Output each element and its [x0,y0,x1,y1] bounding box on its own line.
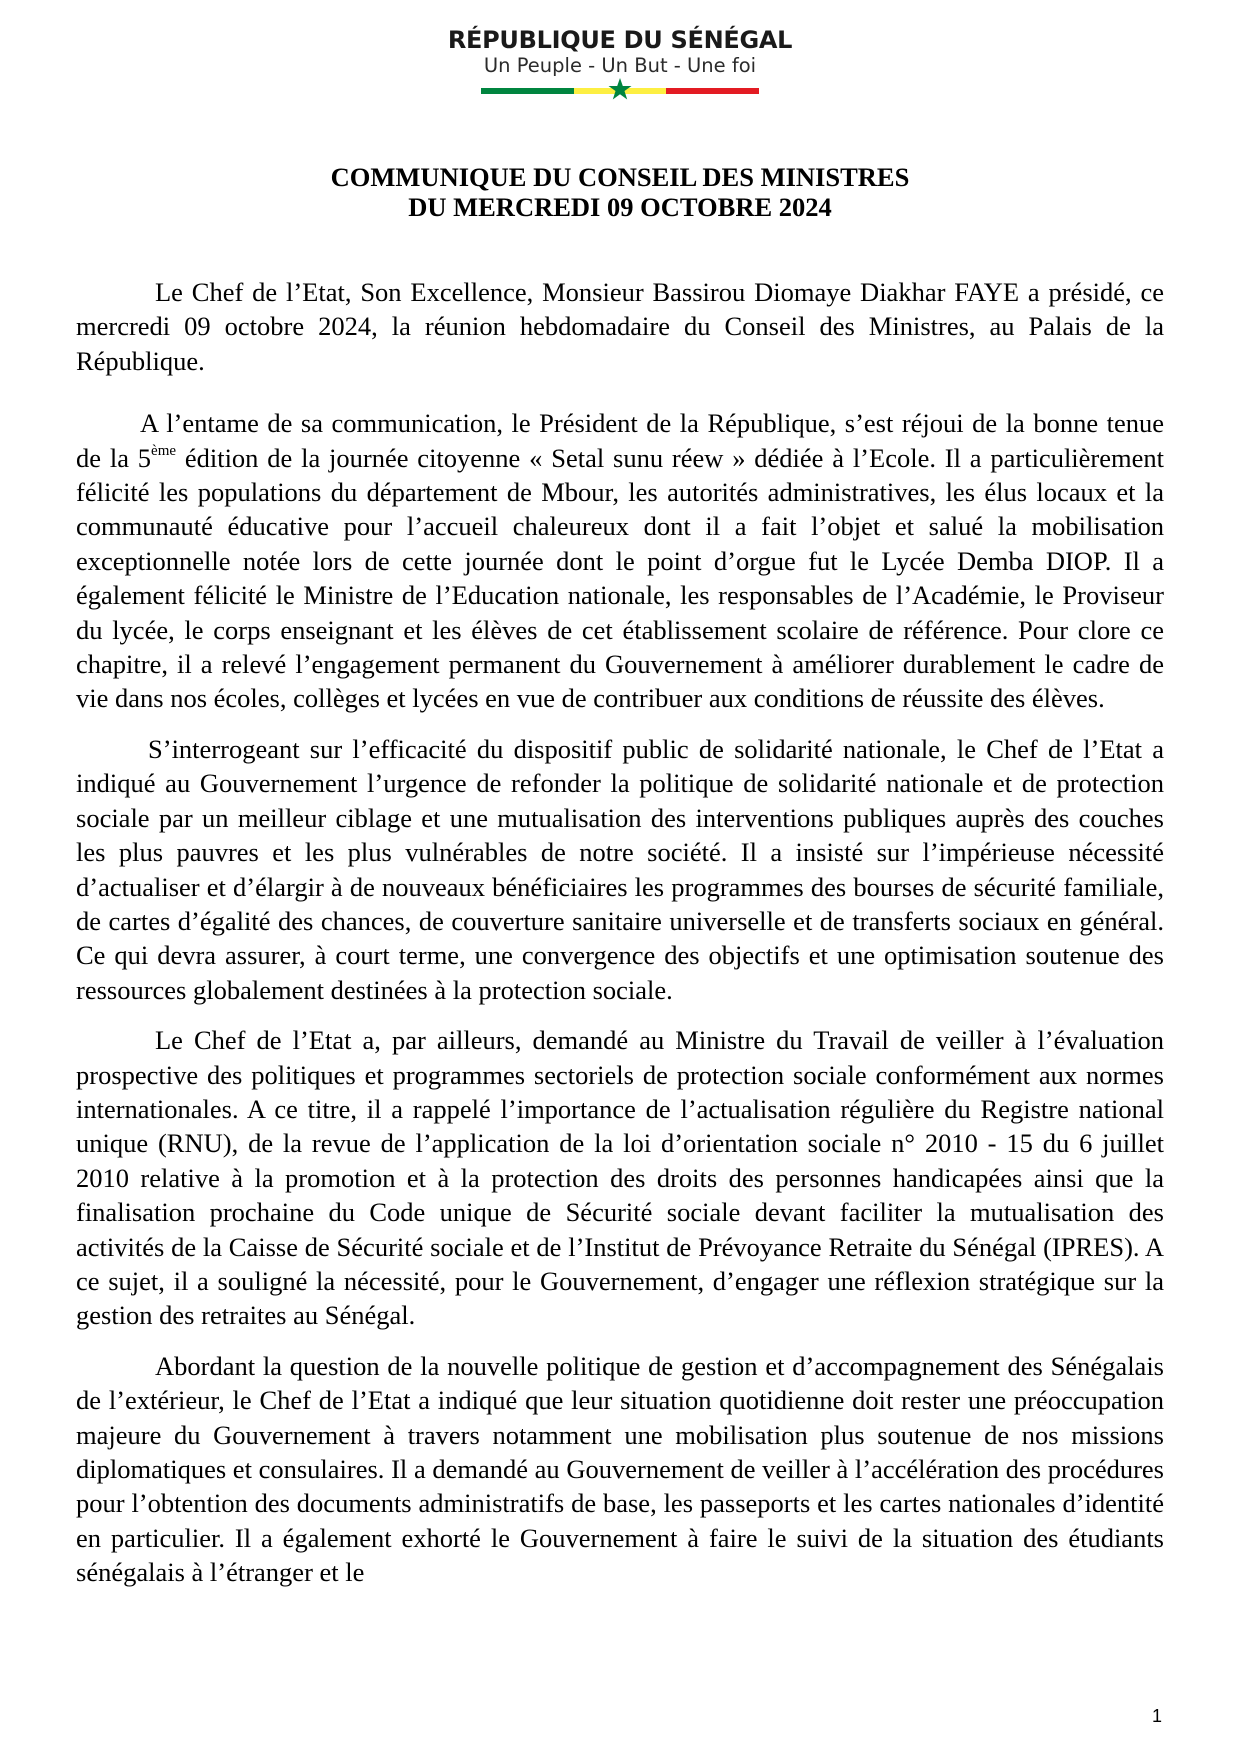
paragraph-protection-sociale: Le Chef de l’Etat a, par ailleurs, demandé au Ministre du Travail de veiller à l’évaluation prospective des politiques et programmes sectoriels de protection sociale conformément aux normes internationales. A ce titre, il a rappelé l’importance de l’actualisation régulière du Registre national unique (RNU), de la revue de l’application de la loi d’orientation sociale n° 2010 - 15 du 6 juillet 2010 relative à la promotion et à la protection des droits des personnes handicapées ainsi que la finalisation prochaine du Code unique de Sécurité sociale devant faciliter la mutualisation des activités de la Caisse de Sécurité sociale et de l’Institut de Prévoyance Retraite du Sénégal (IPRES). A ce sujet, il a souligné la nécessité, pour le Gouvernement, d’engager une réflexion stratégique sur la gestion des retraites au Sénégal. [76,1025,1164,1331]
communique-body [76,275,1164,1606]
ordinal-superscript: ème [151,442,177,459]
paragraph-senegalais-exterieur: Abordant la question de la nouvelle politique de gestion et d’accompagnement des Sénégalais de l’extérieur, le Chef de l’Etat a indiqué que leur situation quotidienne doit rester une préoccupation majeure du Gouvernement à travers notamment une mobilisation plus soutenue de nos missions diplomatiques et consulaires. Il a demandé au Gouvernement de veiller à l’accélération des procédures pour l’obtention des documents administratifs de base, les passeports et les cartes nationales d’identité en particulier. Il a également exhorté le Gouvernement à faire le suivi de la situation des étudiants sénégalais à l’étranger et le [76,1350,1164,1588]
paragraph-solidarite-nationale: S’interrogeant sur l’efficacité du dispositif public de solidarité nationale, le Chef de l’Etat a indiqué au Gouvernement l’urgence de refonder la politique de solidarité nationale et de protection sociale par un meilleur ciblage et une mutualisation des interventions publiques auprès des couches les plus pauvres et les plus vulnérables de notre société. Il a insisté sur l’impérieuse nécessité d’actualiser et d’élargir à de nouveaux bénéficiaires les programmes des bourses de sécurité familiale, de cartes d’égalité des chances, de couverture sanitaire universelle et de transferts sociaux en général. Ce qui devra assurer, à court terme, une convergence des objectifs et une optimisation soutenue des ressources globalement destinées à la protection sociale. [76,733,1164,1005]
paragraph-text: A l’entame de sa communication, le Président de la République, s’est réjoui de la bonne tenue de la 5 [76,408,1164,473]
communique-title-line-2: DU MERCREDI 09 OCTOBRE 2024 [408,192,832,222]
paragraph-text: édition de la journée citoyenne « Setal sunu réew » dédiée à l’Ecole. Il a particulièrement félicité les populations du département de Mbour, les autorités administratives, les élus locaux et la communauté éducative pour l’accueil chaleureux dont il a fait l’objet et salué la mobilisation exceptionnelle notée lors de cette journée dont le point d’orgue fut le Lycée Demba DIOP. Il a également félicité le Ministre de l’Education nationale, les responsables de l’Académie, le Proviseur du lycée, le corps enseignant et les élèves de cet établissement scolaire de référence. Pour clore ce chapitre, il a relevé l’engagement permanent du Gouvernement à améliorer durablement le cadre de vie dans nos écoles, collèges et lycées en vue de contribuer aux conditions de réussite des élèves. [76,442,1165,714]
page-number: 1 [1151,1706,1162,1726]
letterhead [0,26,1240,94]
communique-title-line-1: COMMUNIQUE DU CONSEIL DES MINISTRES [330,162,910,192]
flag-stripe-green [481,88,574,94]
flag-stripe [481,88,759,94]
flag-stripe-red [666,88,759,94]
paragraph-opening: Le Chef de l’Etat, Son Excellence, Monsieur Bassirou Diomaye Diakhar FAYE a présidé, ce mercredi 09 octobre 2024, la réunion hebdomadaire du Conseil des Ministres, au Palais de la République. [76,277,1164,376]
country-name: RÉPUBLIQUE DU SÉNÉGAL [447,26,793,54]
paragraph-setal-sunu-reew [76,406,1164,716]
star-icon [608,78,632,100]
national-motto: Un Peuple - Un But - Une foi [483,54,757,77]
